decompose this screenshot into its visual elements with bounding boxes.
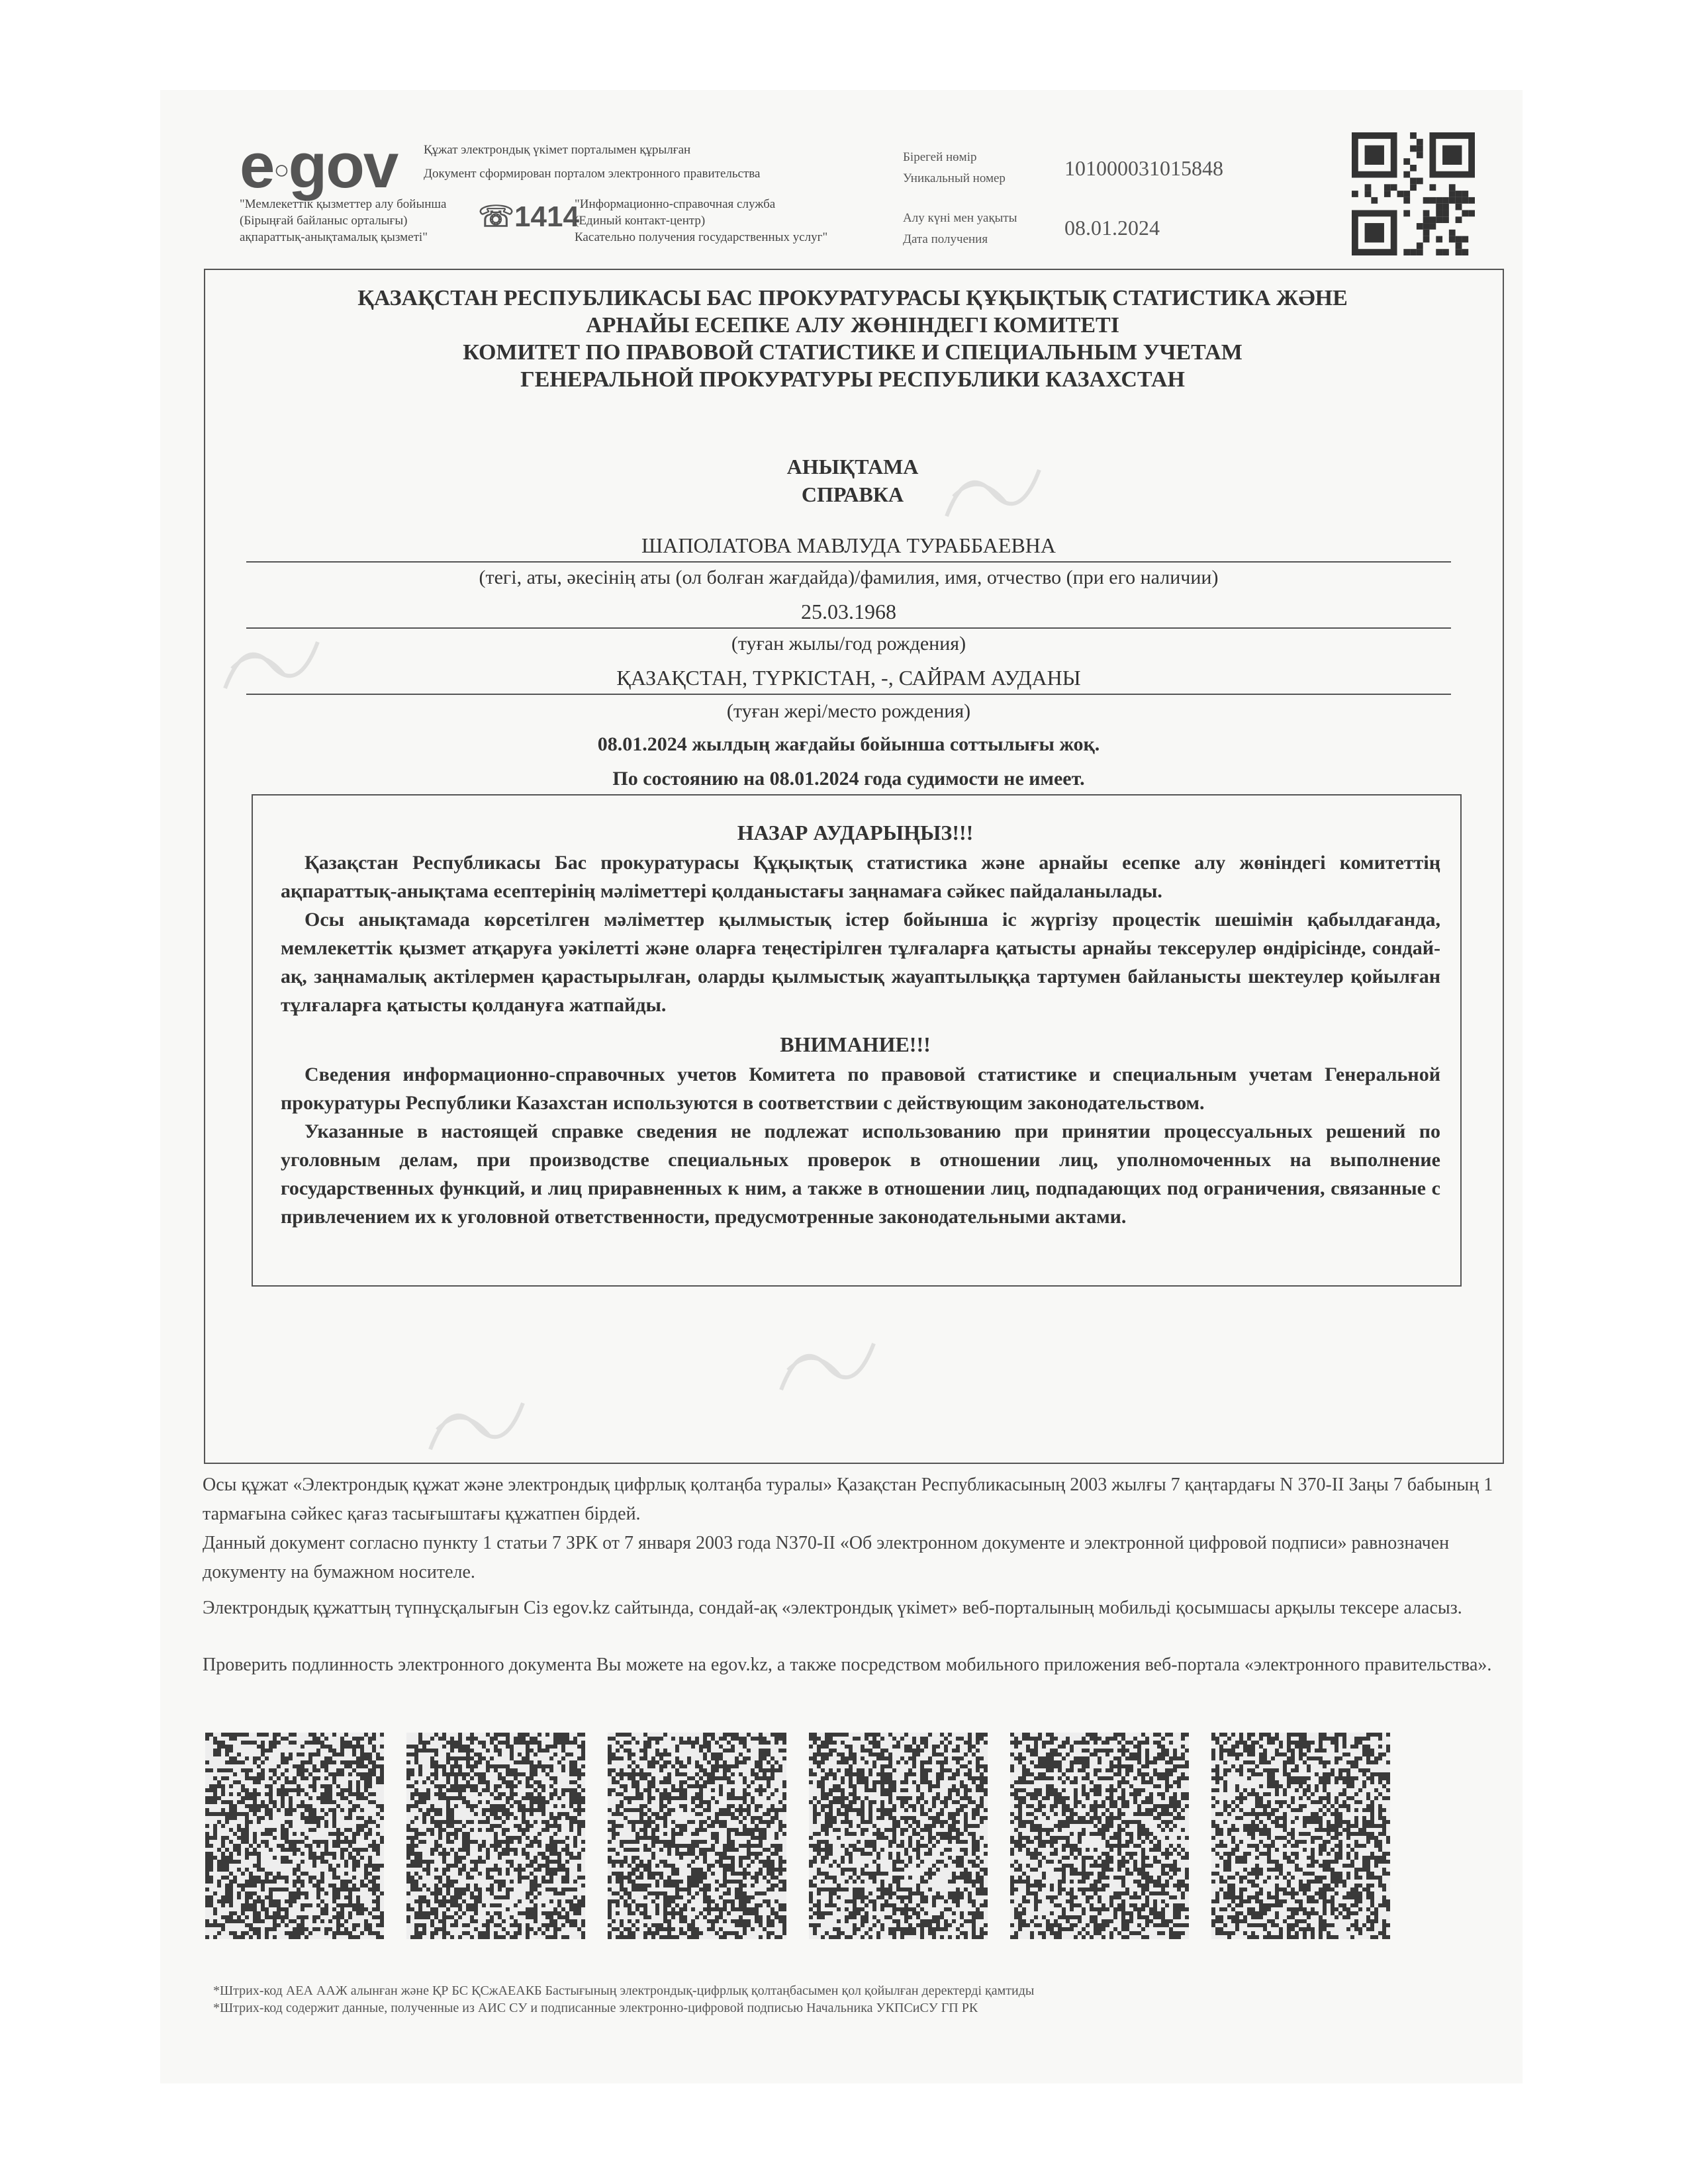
unique-number: 10100003101584​8 <box>1064 156 1223 180</box>
date-label-kz: Алу күні мен уақыты <box>903 211 1017 225</box>
birth-date-underline <box>246 627 1451 629</box>
authority-line1: ҚАЗАҚСТАН РЕСПУБЛИКАСЫ БАС ПРОКУРАТУРАСЫ ҚҰҚЫҚТЫҚ СТАТИСТИКА ЖӘНЕ <box>357 286 1348 310</box>
authority-line4: ГЕНЕРАЛЬНОЙ ПРОКУРАТУРЫ РЕСПУБЛИКИ КАЗАХСТАН <box>520 367 1185 392</box>
ornament-icon <box>218 629 324 702</box>
authority-line2: АРНАЙЫ ЕСЕПКЕ АЛУ ЖӨНІНДЕГІ КОМИТЕТІ <box>586 313 1119 338</box>
date-label <box>903 208 1017 250</box>
contact-ru-line1: "Информационно-справочная служба <box>575 197 776 211</box>
unique-label-ru: Уникальный номер <box>903 171 1006 185</box>
authority-line3: КОМИТЕТ ПО ПРАВОВОЙ СТАТИСТИКЕ И СПЕЦИАЛЬНЫМ УЧЕТАМ <box>463 340 1243 365</box>
document-title <box>204 453 1501 508</box>
qr-code-icon <box>1350 132 1476 255</box>
barcode-note-ru: *Штрих-код содержит данные, полученные из АИС СУ и подписанные электронно-цифровой подписью Начальника УКПСиСУ ГП РК <box>213 2001 978 2015</box>
notice-kz-text <box>281 848 1440 1019</box>
legal-ru: Данный документ согласно пункту 1 статьи 7 ЗРК от 7 января 2003 года N370-II «Об электронном документе и электронной цифровой подписи» равнозначен документу на бумажном носителе. <box>203 1533 1450 1582</box>
notice-head-kz: НАЗАР АУДАРЫҢЫЗ!!! <box>737 821 974 844</box>
unique-label-kz: Бірегей нөмір <box>903 150 977 164</box>
phone-icon: ☏ <box>478 201 515 233</box>
person-name: ШАПОЛАТОВА МАВЛУДА ТУРАББАЕВНА <box>641 533 1056 557</box>
name-underline <box>246 561 1451 563</box>
notice-kz-para2: Осы анықтамада көрсетілген мәліметтер қылмыстық істер бойынша іс жүргізу процестік шешімін қабылдағанда, мемлекеттік қызмет атқаруға уәкілетті және оларға теңестірілген тұлғаларға қатысты арнайы тексерулер өндірісінде, сондай-ақ, заңнамалық актілермен қарастырылған, оларды қылмыстық жауаптылыққа тартумен байланысты шектеулер қойылған тұлғаларға қатысты қолдануға жатпайды. <box>281 909 1440 1016</box>
phone-value: 1414 <box>514 201 579 233</box>
result-ru: По состоянию на 08.01.2024 года судимости не имеет. <box>612 768 1085 790</box>
contact-kz-line2: (Бірыңғай байланыс орталығы) <box>240 214 408 228</box>
contact-kz-line1: "Мемлекеттік қызметтер алу бойынша <box>240 197 447 211</box>
notice-kz-para1: Қазақстан Республикасы Бас прокуратурасы Құқықтық статистика және арнайы есепке алу жөніндегі комитеттің ақпараттық-анықтама есептерінің мәліметтері қолданыстағы заңнамаға сәйкес пайдаланылады. <box>281 852 1440 902</box>
notice-ru-text <box>281 1060 1440 1231</box>
barcode-strip-icon <box>203 1733 1458 1939</box>
title-ru: СПРАВКА <box>801 482 904 506</box>
ornament-icon <box>940 457 1046 529</box>
birth-place-underline <box>246 694 1451 695</box>
birth-date: 25.03.1968 <box>801 600 896 623</box>
portal-line-ru: Документ сформирован порталом электронного правительства <box>424 167 761 181</box>
verify-kz: Электрондық құжаттың түпнұсқалығын Сіз egov.kz сайтында, сондай-ақ «электрондық үкімет» веб-порталының мобильді қосымшасы арқылы тексере аласыз. <box>203 1598 1462 1618</box>
authority-title <box>204 285 1501 393</box>
name-label: (тегі, аты, әкесінің аты (ол болған жағдайда)/фамилия, имя, отчество (при его наличии) <box>479 567 1219 588</box>
birth-place: ҚАЗАҚСТАН, ТҮРКІСТАН, -, САЙРАМ АУДАНЫ <box>616 666 1081 690</box>
barcode-note-kz: *Штрих-код АЕА ААЖ алынған және ҚР БС ҚСжАЕАКБ Бастығының электрондық-цифрлық қолтаңбасымен қол қойылған деректерді қамтиды <box>213 1983 1035 1998</box>
title-kz: АНЫҚТАМА <box>786 455 919 478</box>
ornament-icon <box>774 1330 880 1403</box>
verify-ru: Проверить подлинность электронного документа Вы можете на egov.kz, а также посредством мобильного приложения веб-портала «электронного правительства». <box>203 1655 1492 1675</box>
notice-head-ru: ВНИМАНИЕ!!! <box>780 1032 931 1056</box>
result-kz: 08.01.2024 жылдың жағдайы бойынша соттылығы жоқ. <box>597 733 1100 755</box>
ornament-icon <box>424 1390 530 1463</box>
birth-date-label: (туған жылы/год рождения) <box>731 633 966 655</box>
legal-kz: Осы құжат «Электрондық құжат және электрондық цифрлық қолтаңба туралы» Қазақстан Республикасының 2003 жылғы 7 қаңтардағы N 370-II Заңы 7 бабының 1 тармағына сәйкес қағаз тасығыштағы құжатпен бірдей. <box>203 1475 1493 1524</box>
portal-line-kz: Құжат электрондық үкімет порталымен құрылған <box>424 143 691 157</box>
contact-ru-line3: Касательно получения государственных услуг" <box>575 230 828 244</box>
date-label-ru: Дата получения <box>903 232 988 246</box>
contact-ru-line2: (Единый контакт-центр) <box>575 214 706 228</box>
notice-ru-para2: Указанные в настоящей справке сведения не подлежат использованию при принятии процессуальных решений по уголовным делам, при производстве специальных проверок в отношении лиц, уполномоченных на выполнение государственных функций, и лиц приравненных к ним, а также в отношении лиц, подпадающих под ограничения, связанные с привлечением их к уголовной ответственности, предусмотренные законодательными актами. <box>281 1120 1440 1228</box>
phone-number <box>478 200 579 234</box>
date-value: 08.01.2024 <box>1064 216 1160 240</box>
contact-center-kz <box>240 196 446 246</box>
unique-number-label <box>903 147 1006 189</box>
contact-center-ru <box>575 196 827 246</box>
birth-place-label: (туған жері/место рождения) <box>726 700 971 722</box>
egov-logo: e○gov <box>240 130 398 201</box>
contact-kz-line3: ақпараттық-анықтамалық қызметі" <box>240 230 428 244</box>
notice-ru-para1: Сведения информационно-справочных учетов Комитета по правовой статистике и специальным учетам Генеральной прокуратуры Республики Казахстан используются в соответствии с действующим законодательством. <box>281 1064 1440 1114</box>
